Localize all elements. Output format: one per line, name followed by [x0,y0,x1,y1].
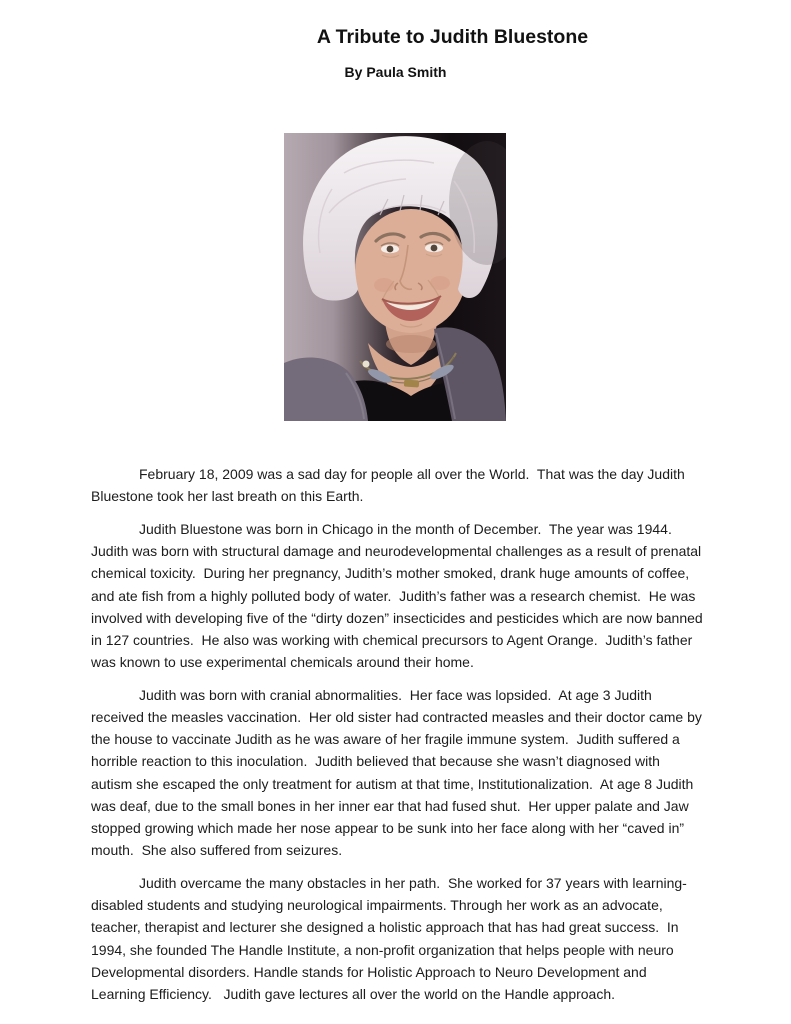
document-body [91,463,707,1016]
portrait-photo [284,133,506,421]
paragraph-3: Judith was born with cranial abnormalities. Her face was lopsided. At age 3 Judith received the measles vaccination. Her old sister had contracted measles and their doctor came by the house to vaccinate Judith as he was aware of her fragile immune system. Judith suffered a horrible reaction to this inoculation. Judith believed that because she wasn’t diagnosed with autism she escaped the only treatment for autism at that time, Institutionalization. At age 8 Judith was deaf, due to the small bones in her inner ear that had fused shut. Her upper palate and Jaw stopped growing which made her nose appear to be sunk into her face along with her “caved in” mouth. She also suffered from seizures. [91,686,706,859]
paragraph-1: February 18, 2009 was a sad day for people all over the World. That was the day Judith Bluestone took her last breath on this Earth. [91,466,689,505]
byline: By Paula Smith [344,64,447,80]
portrait-illustration [284,133,506,421]
page-title: A Tribute to Judith Bluestone [316,26,589,48]
paragraph-4: Judith overcame the many obstacles in her path. She worked for 37 years with learning-disabled students and studying neurological impairments. Through her work as an advocate, teacher, therapist and lecturer she designed a holistic approach that has had great success. In 1994, she founded The Handle Institute, a non-profit organization that helps people with neuro Developmental disorders. Handle stands for Holistic Approach to Neuro Development and Learning Efficiency. Judith gave lectures all over the world on the Handle approach. [91,874,687,1002]
paragraph-2: Judith Bluestone was born in Chicago in the month of December. The year was 1944. Judith was born with structural damage and neurodevelopmental challenges as a result of prenatal chemical toxicity. During her pregnancy, Judith’s mother smoked, drank huge amounts of coffee, and ate fish from a highly polluted body of water. Judith’s father was a research chemist. He was involved with developing five of the “dirty dozen” insecticides and pesticides which are now banned in 127 countries. He also was working with chemical precursors to Agent Orange. Judith’s father was known to use experimental chemicals around their home. [91,520,707,671]
